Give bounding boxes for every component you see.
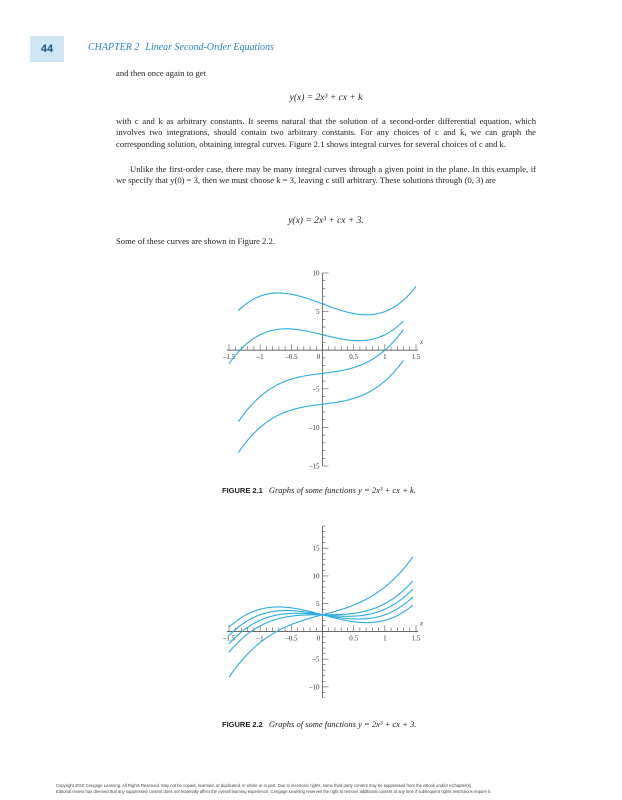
equation-2: y(x) = 2x³ + cx + 3.: [288, 216, 364, 226]
x-tick-label: 1.5: [411, 353, 421, 362]
x-axis-label: x: [420, 619, 424, 628]
running-head: [88, 42, 274, 53]
x-tick-label: –1: [256, 634, 264, 643]
x-tick-label: 0: [316, 353, 321, 362]
text-line: and then once again to get: [116, 68, 206, 78]
figure-label: FIGURE 2.1: [222, 486, 263, 495]
integral-curve: [238, 360, 403, 452]
text-line: Some of these curves are shown in Figure 2.2.: [116, 236, 275, 246]
x-tick-label: –1.5: [222, 353, 236, 362]
x-tick-label: –0.5: [285, 353, 298, 362]
y-tick-label: –5: [312, 385, 320, 394]
x-tick-label: 1: [383, 353, 387, 362]
x-tick-label: 0.5: [349, 353, 359, 362]
y-tick-label: 10: [312, 572, 320, 581]
x-tick-label: –0.5: [285, 634, 298, 643]
x-tick-label: –1.5: [222, 634, 236, 643]
x-tick-label: –1: [256, 353, 264, 362]
y-tick-label: –10: [309, 683, 320, 692]
paragraph-text: Unlike the first-order case, there may be many integral curves through a given point in the plane. In this example, if we specify that y(0) = 3, then we must choose k = 3, leaving c still arbitrary. These solutions through (0, 3) are: [116, 164, 536, 186]
chapter-title: Linear Second-Order Equations: [145, 42, 274, 53]
caption-text: Graphs of some functions y = 2x³ + cx + k.: [268, 485, 416, 495]
x-tick-label: 0.5: [349, 634, 359, 643]
equation-1: y(x) = 2x³ + cx + k: [289, 93, 363, 103]
y-tick-label: 5: [316, 308, 320, 317]
x-tick-label: 1: [383, 634, 387, 643]
x-tick-label: 0: [316, 634, 321, 643]
integral-curve: [229, 557, 413, 677]
figure-2-2-plot: [116, 518, 536, 698]
intro-line: [116, 68, 536, 79]
page-number: 44: [30, 36, 64, 62]
figure-reference-line: [116, 236, 536, 247]
x-tick-label: 1.5: [411, 634, 421, 643]
y-tick-label: –5: [312, 655, 320, 664]
y-tick-label: –10: [309, 423, 320, 432]
figure-2-1-plot: [116, 262, 536, 474]
figure-2-1-chart: [116, 262, 536, 474]
chapter-number: CHAPTER 2: [88, 42, 140, 53]
y-tick-label: –15: [309, 462, 320, 471]
footer-line: Editorial review has deemed that any suppressed content does not materially affect the overall learning experience. Cengage Learning reserves the right to remove additional content at any time if subsequent rights restrictions require it.: [56, 789, 492, 794]
paragraph-2: [116, 164, 536, 187]
copyright-footer: [56, 783, 576, 795]
figure-2-2-caption: [222, 718, 432, 731]
footer-line: Copyright 2010 Cengage Learning. All Rights Reserved. May not be copied, scanned, or duplicated, in whole or in part. Due to electronic rights, some third party content may be suppressed from the eBook and/or eChapter(s).: [56, 783, 473, 788]
y-tick-label: 15: [312, 544, 320, 553]
y-tick-label: 10: [312, 269, 320, 278]
y-tick-label: 5: [316, 600, 320, 609]
integral-curve: [238, 329, 403, 421]
caption-text: Graphs of some functions y = 2x³ + cx + 3.: [268, 719, 417, 729]
figure-2-1-caption: [222, 484, 432, 497]
integral-curve: [238, 287, 416, 315]
figure-2-2-chart: [116, 518, 536, 698]
paragraph-1: [116, 116, 536, 150]
figure-label: FIGURE 2.2: [222, 720, 263, 729]
x-axis-label: x: [420, 338, 424, 347]
paragraph-text: with c and k as arbitrary constants. It seems natural that the solution of a second-order differential equation, which involves two integrations, should contain two arbitrary constants. For any choices of c and k, we can graph the corresponding solution, obtaining integral curves. Figure 2.1 shows integral curves for several choices of c and k.: [116, 116, 536, 149]
